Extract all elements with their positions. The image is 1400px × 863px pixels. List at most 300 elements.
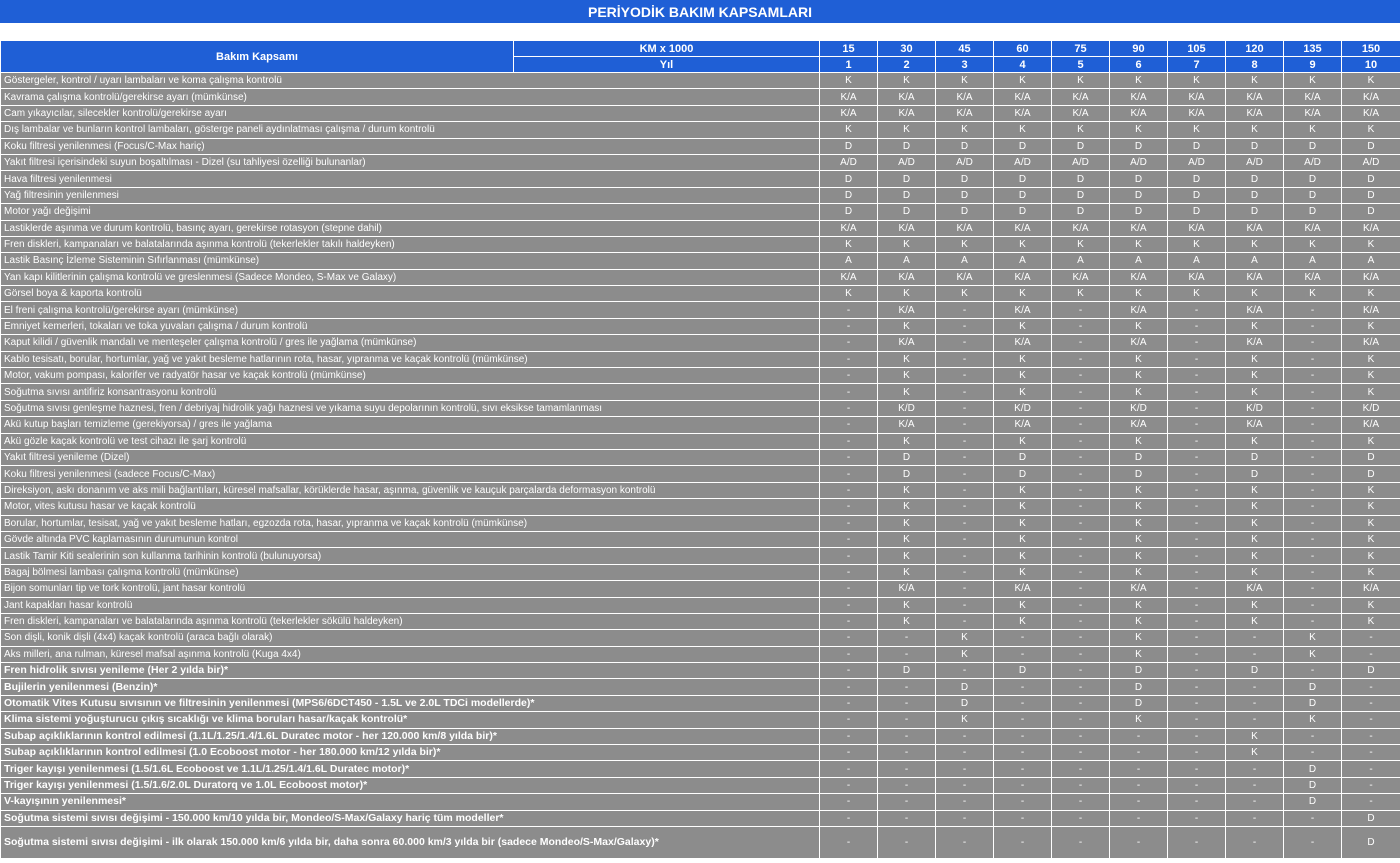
interval-cell: K [994, 368, 1052, 384]
interval-cell: K [1342, 597, 1400, 613]
interval-cell: - [1342, 646, 1400, 662]
interval-cell: - [1168, 318, 1226, 334]
interval-cell: - [1342, 761, 1400, 777]
table-row [1, 286, 1400, 302]
interval-cell: D [1342, 187, 1400, 203]
scope-description: Otomatik Vites Kutusu sıvısının ve filtresinin yenilenmesi (MPS6/6DCT450 - 1.5L ve 2.0L TDCi modellerde)* [1, 695, 820, 711]
table-row [1, 597, 1400, 613]
interval-cell: K/D [878, 400, 936, 416]
interval-cell: K [1342, 286, 1400, 302]
interval-cell: - [936, 318, 994, 334]
interval-cell: - [820, 728, 878, 744]
interval-cell: D [878, 204, 936, 220]
scope-description: Fren hidrolik sıvısı yenileme (Her 2 yılda bir)* [1, 663, 820, 679]
interval-cell: - [1226, 777, 1284, 793]
interval-cell: K [1110, 499, 1168, 515]
interval-cell: K [1110, 515, 1168, 531]
scope-description: Hava filtresi yenilenmesi [1, 171, 820, 187]
interval-cell: K [1168, 73, 1226, 89]
interval-cell: K/A [1284, 89, 1342, 105]
interval-cell: K [1226, 122, 1284, 138]
interval-cell: K [1342, 368, 1400, 384]
interval-cell: D [1342, 663, 1400, 679]
interval-cell: D [1168, 204, 1226, 220]
interval-cell: - [936, 826, 994, 858]
interval-cell: K [1052, 236, 1110, 252]
table-row [1, 613, 1400, 629]
interval-cell: K [1342, 351, 1400, 367]
interval-cell: - [1052, 712, 1110, 728]
table-row [1, 204, 1400, 220]
year-cell: 4 [994, 57, 1052, 73]
interval-cell: K [1226, 482, 1284, 498]
interval-cell: D [1284, 204, 1342, 220]
scope-description: Gövde altında PVC kaplamasının durumunun kontrol [1, 531, 820, 547]
interval-cell: D [1342, 826, 1400, 858]
interval-cell: K [820, 286, 878, 302]
interval-cell: - [820, 515, 878, 531]
interval-cell: - [994, 794, 1052, 810]
interval-cell: - [1052, 695, 1110, 711]
interval-cell: A [1284, 253, 1342, 269]
table-row [1, 745, 1400, 761]
interval-cell: K [994, 122, 1052, 138]
interval-cell: K/A [1110, 335, 1168, 351]
interval-cell: K [878, 286, 936, 302]
table-row [1, 187, 1400, 203]
interval-cell: - [820, 302, 878, 318]
interval-cell: - [820, 663, 878, 679]
interval-cell: D [1110, 466, 1168, 482]
interval-cell: K/A [820, 105, 878, 121]
interval-cell: K [878, 531, 936, 547]
table-row [1, 318, 1400, 334]
interval-cell: K/A [1110, 417, 1168, 433]
interval-cell: D [994, 138, 1052, 154]
interval-cell: K [994, 286, 1052, 302]
interval-cell: - [1168, 597, 1226, 613]
interval-cell: K/A [1052, 269, 1110, 285]
interval-cell: - [1052, 433, 1110, 449]
interval-cell: D [1110, 663, 1168, 679]
interval-cell: - [1168, 384, 1226, 400]
interval-cell: K [1226, 728, 1284, 744]
interval-cell: D [936, 695, 994, 711]
interval-cell: D [994, 187, 1052, 203]
interval-cell: - [820, 417, 878, 433]
interval-cell: - [878, 695, 936, 711]
interval-cell: A/D [820, 154, 878, 170]
interval-cell: K [1342, 564, 1400, 580]
interval-cell: - [1168, 728, 1226, 744]
interval-cell: - [1284, 531, 1342, 547]
interval-cell: K [1110, 368, 1168, 384]
interval-cell: - [994, 745, 1052, 761]
interval-cell: - [1284, 417, 1342, 433]
interval-cell: - [936, 794, 994, 810]
interval-cell: D [1226, 171, 1284, 187]
table-row [1, 417, 1400, 433]
interval-cell: K/A [878, 89, 936, 105]
interval-cell: - [1168, 581, 1226, 597]
table-row [1, 105, 1400, 121]
interval-cell: K [1284, 630, 1342, 646]
interval-cell: K/A [1342, 335, 1400, 351]
interval-cell: - [1284, 581, 1342, 597]
interval-cell: - [1052, 417, 1110, 433]
interval-cell: K/A [994, 220, 1052, 236]
interval-cell: - [1052, 581, 1110, 597]
interval-cell: K [1226, 433, 1284, 449]
interval-cell: K/A [878, 302, 936, 318]
interval-cell: - [1284, 515, 1342, 531]
scope-description: Son dişli, konik dişli (4x4) kaçak kontrolü (araca bağlı olarak) [1, 630, 820, 646]
interval-cell: K [994, 515, 1052, 531]
interval-cell: K [1052, 286, 1110, 302]
interval-cell: - [1226, 646, 1284, 662]
interval-cell: - [1052, 679, 1110, 695]
interval-cell: D [1284, 777, 1342, 793]
scope-description: Koku filtresi yenilenmesi (Focus/C-Max hariç) [1, 138, 820, 154]
interval-cell: - [1110, 728, 1168, 744]
interval-cell: K [820, 73, 878, 89]
scope-description: Kavrama çalışma kontrolü/gerekirse ayarı (mümkünse) [1, 89, 820, 105]
interval-cell: K/A [1342, 581, 1400, 597]
interval-cell: - [1110, 826, 1168, 858]
table-row [1, 794, 1400, 810]
interval-cell: A [936, 253, 994, 269]
interval-cell: - [1342, 745, 1400, 761]
interval-cell: K/A [878, 335, 936, 351]
interval-cell: K [1226, 499, 1284, 515]
interval-cell: K [1226, 384, 1284, 400]
interval-cell: - [1168, 515, 1226, 531]
interval-cell: K/A [1110, 581, 1168, 597]
interval-cell: K/A [1110, 302, 1168, 318]
interval-cell: - [878, 679, 936, 695]
table-row [1, 810, 1400, 826]
interval-cell: K/D [1226, 400, 1284, 416]
table-row [1, 236, 1400, 252]
interval-cell: D [1342, 466, 1400, 482]
scope-description: Fren diskleri, kampanaları ve balatalarında aşınma kontrolü (tekerlekler sökülü haldeyken) [1, 613, 820, 629]
interval-cell: K [878, 318, 936, 334]
interval-cell: K/A [1284, 269, 1342, 285]
interval-cell: K [1226, 531, 1284, 547]
interval-cell: K [1226, 286, 1284, 302]
table-row [1, 548, 1400, 564]
interval-cell: - [1168, 712, 1226, 728]
interval-cell: - [1052, 646, 1110, 662]
interval-cell: A [1342, 253, 1400, 269]
interval-cell: - [1052, 368, 1110, 384]
interval-cell: K [936, 236, 994, 252]
scope-description: Jant kapakları hasar kontrolü [1, 597, 820, 613]
interval-cell: A [1168, 253, 1226, 269]
interval-cell: - [936, 728, 994, 744]
interval-cell: K [1342, 122, 1400, 138]
interval-cell: K [878, 499, 936, 515]
table-row [1, 482, 1400, 498]
interval-cell: - [820, 613, 878, 629]
interval-cell: - [1052, 630, 1110, 646]
interval-cell: K/A [994, 335, 1052, 351]
scope-description: Görsel boya & kaporta kontrolü [1, 286, 820, 302]
year-cell: 9 [1284, 57, 1342, 73]
interval-cell: - [936, 531, 994, 547]
interval-cell: - [878, 826, 936, 858]
interval-cell: D [1168, 138, 1226, 154]
scope-description: Soğutma sıvısı antifiriz konsantrasyonu kontrolü [1, 384, 820, 400]
interval-cell: - [820, 449, 878, 465]
table-row [1, 122, 1400, 138]
interval-cell: - [1168, 761, 1226, 777]
scope-description: Bujilerin yenilenmesi (Benzin)* [1, 679, 820, 695]
interval-cell: D [820, 171, 878, 187]
interval-cell: - [1284, 400, 1342, 416]
scope-description: Direksiyon, askı donanım ve aks mili bağlantıları, küresel mafsallar, körüklerde hasar, aşınma, güvenlik ve kauçuk parçalarda deformasyon kontrolü [1, 482, 820, 498]
interval-cell: A/D [994, 154, 1052, 170]
interval-cell: K [1110, 73, 1168, 89]
interval-cell: - [1052, 482, 1110, 498]
interval-cell: - [1168, 335, 1226, 351]
scope-description: Borular, hortumlar, tesisat, yağ ve yakıt besleme hatları, egzozda rota, hasar, yıpranma ve kaçak kontrolü (mümkünse) [1, 515, 820, 531]
interval-cell: K [878, 597, 936, 613]
interval-cell: - [1284, 728, 1342, 744]
scope-description: Fren diskleri, kampanaları ve balatalarında aşınma kontrolü (tekerlekler takılı haldeyken) [1, 236, 820, 252]
interval-cell: A/D [1226, 154, 1284, 170]
interval-cell: D [1052, 204, 1110, 220]
scope-description: Soğutma sıvısı genleşme haznesi, fren / debriyaj hidrolik yağı haznesi ve yıkama suyu depolarının kontrolü, sıvı eksikse tamamlanması [1, 400, 820, 416]
interval-cell: - [1168, 695, 1226, 711]
interval-cell: K [994, 433, 1052, 449]
interval-cell: D [1110, 695, 1168, 711]
interval-cell: K [1284, 236, 1342, 252]
interval-cell: - [1052, 728, 1110, 744]
interval-cell: - [1226, 679, 1284, 695]
interval-cell: K [994, 351, 1052, 367]
scope-description: Bijon somunları tip ve tork kontrolü, jant hasar kontrolü [1, 581, 820, 597]
interval-cell: A [878, 253, 936, 269]
interval-cell: - [994, 761, 1052, 777]
interval-cell: D [1226, 466, 1284, 482]
interval-cell: K/A [878, 581, 936, 597]
interval-cell: D [1226, 187, 1284, 203]
interval-cell: K [994, 597, 1052, 613]
table-row [1, 499, 1400, 515]
table-row [1, 630, 1400, 646]
km-cell: 135 [1284, 41, 1342, 57]
year-cell: 8 [1226, 57, 1284, 73]
interval-cell: - [1168, 499, 1226, 515]
interval-cell: - [820, 499, 878, 515]
interval-cell: - [1168, 531, 1226, 547]
interval-cell: K/A [1110, 105, 1168, 121]
interval-cell: - [994, 826, 1052, 858]
year-cell: 1 [820, 57, 878, 73]
scope-description: Dış lambalar ve bunların kontrol lambaları, gösterge paneli aydınlatması çalışma / durum kontrolü [1, 122, 820, 138]
interval-cell: - [820, 548, 878, 564]
interval-cell: - [1284, 810, 1342, 826]
interval-cell: K/A [1226, 269, 1284, 285]
interval-cell: - [994, 728, 1052, 744]
interval-cell: K/A [1226, 302, 1284, 318]
interval-cell: - [878, 810, 936, 826]
interval-cell: - [1284, 482, 1342, 498]
interval-cell: A/D [878, 154, 936, 170]
interval-cell: D [1284, 138, 1342, 154]
interval-cell: K [1110, 351, 1168, 367]
table-header [1, 41, 1400, 73]
interval-cell: K [878, 236, 936, 252]
interval-cell: K [1342, 515, 1400, 531]
table-row [1, 253, 1400, 269]
maintenance-table [0, 40, 1400, 859]
interval-cell: - [878, 728, 936, 744]
interval-cell: - [1110, 810, 1168, 826]
table-row [1, 761, 1400, 777]
scope-description: Soğutma sistemi sıvısı değişimi - 150.000 km/10 yılda bir, Mondeo/S-Max/Galaxy hariç tüm modeller* [1, 810, 820, 826]
interval-cell: K/A [936, 220, 994, 236]
interval-cell: - [1052, 777, 1110, 793]
interval-cell: K/A [1284, 105, 1342, 121]
interval-cell: K [1226, 236, 1284, 252]
interval-cell: D [1342, 810, 1400, 826]
interval-cell: A/D [936, 154, 994, 170]
table-row [1, 89, 1400, 105]
interval-cell: - [820, 630, 878, 646]
interval-cell: - [936, 335, 994, 351]
interval-cell: - [1052, 384, 1110, 400]
interval-cell: D [1226, 138, 1284, 154]
km-cell: 105 [1168, 41, 1226, 57]
interval-cell: D [1342, 204, 1400, 220]
year-cell: 5 [1052, 57, 1110, 73]
interval-cell: K/A [1342, 105, 1400, 121]
interval-cell: K [994, 73, 1052, 89]
interval-cell: D [1284, 679, 1342, 695]
interval-cell: - [1226, 761, 1284, 777]
interval-cell: D [1284, 171, 1342, 187]
interval-cell: - [1052, 351, 1110, 367]
interval-cell: - [1342, 679, 1400, 695]
interval-cell: K/A [878, 105, 936, 121]
interval-cell: K/A [1226, 89, 1284, 105]
interval-cell: D [994, 663, 1052, 679]
scope-description: Triger kayışı yenilenmesi (1.5/1.6L Ecoboost ve 1.1L/1.25/1.4/1.6L Duratec motor)* [1, 761, 820, 777]
interval-cell: - [820, 351, 878, 367]
interval-cell: K [994, 236, 1052, 252]
km-cell: 150 [1342, 41, 1400, 57]
table-row [1, 581, 1400, 597]
interval-cell: K/D [994, 400, 1052, 416]
interval-cell: A [1110, 253, 1168, 269]
interval-cell: - [936, 745, 994, 761]
interval-cell: K/A [994, 269, 1052, 285]
interval-cell: - [1052, 794, 1110, 810]
interval-cell: - [936, 777, 994, 793]
interval-cell: K [994, 613, 1052, 629]
interval-cell: K [878, 564, 936, 580]
interval-cell: K [1110, 433, 1168, 449]
interval-cell: D [936, 171, 994, 187]
interval-cell: D [1110, 138, 1168, 154]
interval-cell: D [878, 466, 936, 482]
scope-description: Göstergeler, kontrol / uyarı lambaları ve koma çalışma kontrolü [1, 73, 820, 89]
km-cell: 60 [994, 41, 1052, 57]
interval-cell: - [1226, 810, 1284, 826]
interval-cell: K [1110, 318, 1168, 334]
interval-cell: D [820, 138, 878, 154]
interval-cell: - [878, 712, 936, 728]
interval-cell: D [994, 171, 1052, 187]
interval-cell: K [994, 531, 1052, 547]
interval-cell: K/A [994, 105, 1052, 121]
table-row [1, 695, 1400, 711]
interval-cell: D [878, 187, 936, 203]
scope-description: Lastiklerde aşınma ve durum kontrolü, basınç ayarı, gerekirse rotasyon (stepne dahil) [1, 220, 820, 236]
interval-cell: - [994, 679, 1052, 695]
interval-cell: - [1168, 433, 1226, 449]
scope-description: Motor yağı değişimi [1, 204, 820, 220]
interval-cell: - [878, 646, 936, 662]
interval-cell: - [994, 712, 1052, 728]
interval-cell: - [1168, 679, 1226, 695]
scope-description: Motor, vites kutusu hasar ve kaçak kontrolü [1, 499, 820, 515]
interval-cell: - [1284, 335, 1342, 351]
interval-cell: D [994, 204, 1052, 220]
interval-cell: D [1284, 695, 1342, 711]
interval-cell: K [1284, 646, 1342, 662]
interval-cell: - [1168, 745, 1226, 761]
table-row [1, 646, 1400, 662]
interval-cell: A/D [1284, 154, 1342, 170]
interval-cell: - [820, 531, 878, 547]
interval-cell: K [820, 122, 878, 138]
interval-cell: D [1226, 663, 1284, 679]
interval-cell: K [936, 122, 994, 138]
interval-cell: K/A [1168, 220, 1226, 236]
scope-description: Koku filtresi yenilenmesi (sadece Focus/C-Max) [1, 466, 820, 482]
interval-cell: - [820, 482, 878, 498]
scope-description: Akü gözle kaçak kontrolü ve test cihazı ile şarj kontrolü [1, 433, 820, 449]
table-row [1, 73, 1400, 89]
interval-cell: - [820, 777, 878, 793]
interval-cell: K [1110, 531, 1168, 547]
table-row [1, 777, 1400, 793]
interval-cell: - [1052, 449, 1110, 465]
interval-cell: K/A [1168, 89, 1226, 105]
scope-description: Motor, vakum pompası, kalorifer ve radyatör hasar ve kaçak kontrolü (mümkünse) [1, 368, 820, 384]
scope-header: Bakım Kapsamı [1, 41, 514, 73]
interval-cell: K [1226, 318, 1284, 334]
table-row [1, 171, 1400, 187]
interval-cell: - [1168, 794, 1226, 810]
interval-cell: - [1052, 810, 1110, 826]
interval-cell: - [936, 499, 994, 515]
interval-cell: - [1284, 368, 1342, 384]
interval-cell: - [1284, 663, 1342, 679]
interval-cell: K [1110, 482, 1168, 498]
interval-cell: K [820, 236, 878, 252]
interval-cell: K/A [936, 89, 994, 105]
interval-cell: K/A [1284, 220, 1342, 236]
interval-cell: - [820, 646, 878, 662]
interval-cell: D [1342, 171, 1400, 187]
interval-cell: K/A [820, 220, 878, 236]
table-row [1, 466, 1400, 482]
interval-cell: D [1284, 187, 1342, 203]
